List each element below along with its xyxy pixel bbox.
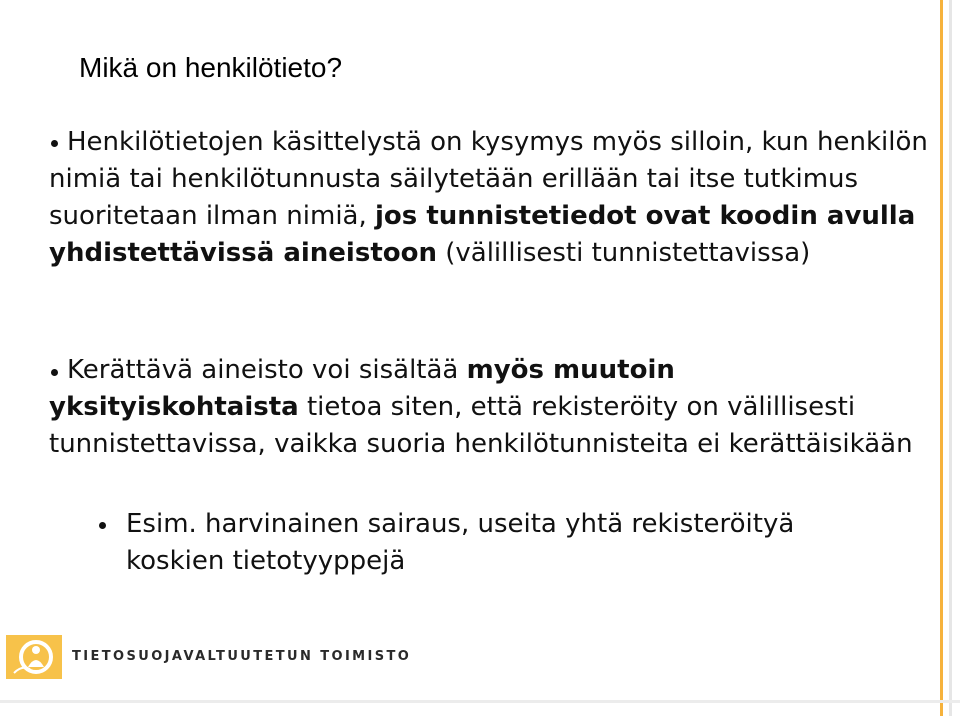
bullet-1 xyxy=(49,124,929,272)
organization-name: TIETOSUOJAVALTUUTETUN TOIMISTO xyxy=(72,649,412,664)
person-circle-icon xyxy=(6,635,62,679)
right-border-gray xyxy=(949,0,952,716)
bullet-2 xyxy=(49,352,929,463)
bottom-border xyxy=(0,700,960,703)
slide-title: Mikä on henkilötieto? xyxy=(79,52,343,83)
bullet-2-text: Kerättävä aineisto voi sisältää xyxy=(67,355,467,385)
right-border-accent xyxy=(940,0,943,716)
logo xyxy=(6,635,62,679)
bullet-2-bold: myös muutoin yksityiskohtaista xyxy=(49,355,675,422)
bullet-2-text-end: tietoa siten, että rekisteröity on välillisesti tunnistettavissa, vaikka suoria henkilötunnisteita ei kerättäisikään xyxy=(49,392,913,459)
bullet-1-bold: jos tunnistetiedot ovat koodin avulla yhdistettävissä aineistoon xyxy=(49,201,916,268)
bullet-1-text: Henkilötietojen käsittelystä on kysymys myös silloin, kun henkilön nimiä tai henkilötunnusta säilytetään erillään tai itse tutkimus suoritetaan ilman nimiä, xyxy=(49,127,928,231)
bullet-1-text-end: (välillisesti tunnistettavissa) xyxy=(436,238,811,268)
sub-bullet-dot xyxy=(99,522,106,529)
sub-bullet: Esim. harvinainen sairaus, useita yhtä rekisteröityä koskien tietotyyppejä xyxy=(126,509,795,576)
